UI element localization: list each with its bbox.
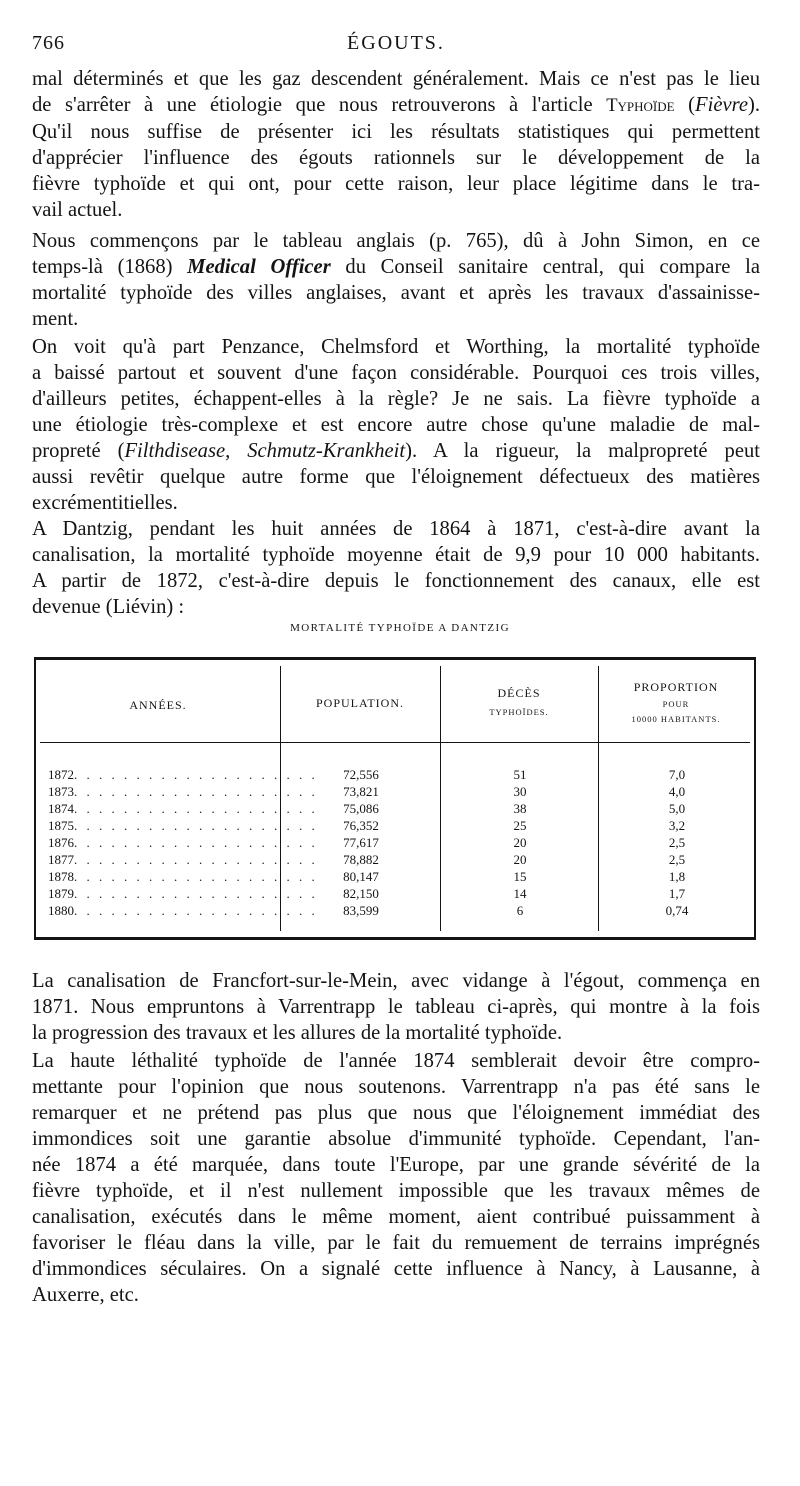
text-line: fièvre typhoïde, et il n'est nullement impossible que les travaux mêmes de [32, 1180, 760, 1202]
italic-term: Medical Officer [187, 256, 331, 278]
text-line: 1871. Nous empruntons à Varrentrapp le tableau ci-après, qui montre à la fois [32, 996, 760, 1018]
article-reference: Typhoïde [606, 95, 675, 116]
paragraph-tableau-anglais [32, 228, 760, 332]
italic-term: Filthdisease, Schmutz-Krankheit [124, 440, 406, 462]
header-title: ÉGOUTS. [347, 32, 445, 54]
text-line: Auxerre, etc. [32, 1284, 139, 1306]
paragraph-lethalite [32, 1048, 760, 1308]
proportion-cell: 0,74 [665, 903, 689, 918]
population-cell: 80,147 [343, 869, 379, 884]
year-cell: 1880. . . . . . . . . . . . . . . . . . . . [48, 903, 318, 918]
population-cell: 78,882 [343, 852, 379, 867]
table-row [36, 868, 754, 885]
population-cell: 76,352 [343, 818, 379, 833]
text-line: vail actuel. [32, 199, 123, 221]
text-line: mettante pour l'opinion que nous soutenons. Varrentrapp n'a pas été sans le [32, 1076, 760, 1098]
text-line: d'apprécier l'influence des égouts rationnels sur le développement de la [32, 147, 760, 169]
year-cell: 1872. . . . . . . . . . . . . . . . . . . . [48, 767, 318, 782]
proportion-cell: 1,8 [668, 869, 686, 884]
running-head [32, 32, 760, 58]
proportion-cell: 3,2 [668, 818, 686, 833]
text-line: née 1874 a été marquée, dans toute l'Europe, par une grande sévérité de la [32, 1154, 760, 1176]
text-line: La canalisation de Francfort-sur-le-Mein, avec vidange à l'égout, commença en [32, 970, 760, 992]
population-cell: 75,086 [343, 801, 379, 816]
text-line: propreté (Filthdisease, Schmutz-Krankheit). A la rigueur, la malpropreté peut [32, 440, 761, 462]
deaths-cell: 20 [513, 852, 527, 867]
year-cell: 1874. . . . . . . . . . . . . . . . . . . . [48, 801, 318, 816]
text-line: La haute léthalité typhoïde de l'année 1874 semblerait devoir être compro- [32, 1050, 760, 1072]
year-cell: 1878. . . . . . . . . . . . . . . . . . . . [48, 869, 318, 884]
table-row [36, 834, 754, 851]
text-line: mal déterminés et que les gaz descendent généralement. Mais ce n'est pas le lieu [32, 68, 760, 90]
proportion-cell: 2,5 [668, 835, 686, 850]
text-line: A partir de 1872, c'est-à-dire depuis le fonctionnement des canaux, elle est [32, 570, 760, 592]
population-cell: 72,556 [343, 767, 379, 782]
text-line: aussi revêtir quelque autre forme que l'éloignement défectueux des matières [32, 466, 760, 488]
text-line: canalisation, exécutés dans le même moment, aient contribué puissamment à [32, 1206, 760, 1228]
population-cell: 82,150 [343, 886, 379, 901]
mortality-table [34, 657, 756, 940]
text-line: la progression des travaux et les allures de la mortalité typhoïde. [32, 1022, 563, 1044]
text-line: immondices soit une garantie absolue d'immunité typhoïde. Cependant, l'an- [32, 1128, 760, 1150]
year-cell: 1879. . . . . . . . . . . . . . . . . . . . [48, 886, 318, 901]
text-line: d'ailleurs petites, échappent-elles à la règle? Je ne sais. La fièvre typhoïde a [32, 388, 760, 410]
header-years: ANNÉES. [129, 698, 187, 712]
text-line: Qu'il nous suffise de présenter ici les résultats statistiques qui permettent [32, 121, 760, 143]
text-line: une étiologie très-complexe et est encore autre chose qu'une maladie de mal- [32, 414, 760, 436]
text-line: canalisation, la mortalité typhoïde moyenne était de 9,9 pour 10 000 habitants. [32, 544, 760, 566]
text-line: devenue (Liévin) : [32, 596, 185, 618]
header-proportion: PROPORTION POUR 10000 HABITANTS. [631, 680, 721, 724]
proportion-cell: 5,0 [668, 801, 686, 816]
header-deaths: DÉCÈS TYPHOÏDES. [489, 686, 549, 717]
header-rule [40, 742, 750, 743]
deaths-cell: 15 [513, 869, 527, 884]
table-row [36, 817, 754, 834]
deaths-cell: 30 [513, 784, 527, 799]
deaths-cell: 20 [513, 835, 527, 850]
year-cell: 1873. . . . . . . . . . . . . . . . . . . . [48, 784, 318, 799]
paragraph-etiologie [32, 66, 760, 223]
text-line: mortalité typhoïde des villes anglaises, avant et après les travaux d'assainisse- [32, 282, 760, 304]
proportion-cell: 2,5 [668, 852, 686, 867]
population-cell: 83,599 [343, 903, 379, 918]
table-row [36, 885, 754, 902]
deaths-cell: 38 [513, 801, 527, 816]
text-line: favoriser le fléau dans la ville, par le fait du remuement de terrains imprégnés [32, 1232, 760, 1254]
paragraph-dantzig [32, 516, 760, 620]
text-line: A Dantzig, pendant les huit années de 1864 à 1871, c'est-à-dire avant la [32, 518, 760, 540]
year-cell: 1876. . . . . . . . . . . . . . . . . . . . [48, 835, 318, 850]
year-cell: 1875. . . . . . . . . . . . . . . . . . . . [48, 818, 318, 833]
italic-term: Fièvre [695, 94, 748, 116]
proportion-cell: 1,7 [668, 886, 686, 901]
text-line: temps-là (1868) Medical Officer du Conseil sanitaire central, qui compare la [32, 256, 760, 278]
text-line: ment. [32, 308, 79, 330]
table-row [36, 766, 754, 783]
deaths-cell: 6 [516, 903, 524, 918]
table-row [36, 783, 754, 800]
table-row [36, 800, 754, 817]
deaths-cell: 14 [513, 886, 527, 901]
text-line: a baissé partout et souvent d'une façon considérable. Pourquoi ces trois villes, [32, 362, 760, 384]
table-row [36, 902, 754, 919]
deaths-cell: 25 [513, 818, 527, 833]
header-population: POPULATION. [315, 696, 404, 710]
population-cell: 77,617 [343, 835, 379, 850]
population-cell: 73,821 [343, 784, 379, 799]
text-line: On voit qu'à part Penzance, Chelmsford et Worthing, la mortalité typhoïde [32, 336, 760, 358]
proportion-cell: 7,0 [668, 767, 686, 782]
paragraph-francfort [32, 968, 760, 1046]
text-line: remarquer et ne prétend pas plus que nous que l'éloignement immédiat des [32, 1102, 760, 1124]
text-line: de s'arrêter à une étiologie que nous retrouverons à l'article Typhoïde (Fièvre). [32, 94, 761, 116]
year-cell: 1877. . . . . . . . . . . . . . . . . . . . [48, 852, 318, 867]
page-number: 766 [32, 32, 65, 54]
text-line: d'immondices séculaires. On a signalé cette influence à Nancy, à Lausanne, à [32, 1258, 760, 1280]
table-row [36, 851, 754, 868]
paragraph-penzance [32, 334, 760, 516]
text-line: excrémentitielles. [32, 492, 178, 514]
proportion-cell: 4,0 [668, 784, 686, 799]
table-caption: MORTALITÉ TYPHOÏDE A DANTZIG [290, 622, 510, 634]
text-line: Nous commençons par le tableau anglais (p. 765), dû à John Simon, en ce [32, 230, 760, 252]
deaths-cell: 51 [513, 767, 527, 782]
text-line: fièvre typhoïde et qui ont, pour cette raison, leur place légitime dans le tra- [32, 173, 760, 195]
